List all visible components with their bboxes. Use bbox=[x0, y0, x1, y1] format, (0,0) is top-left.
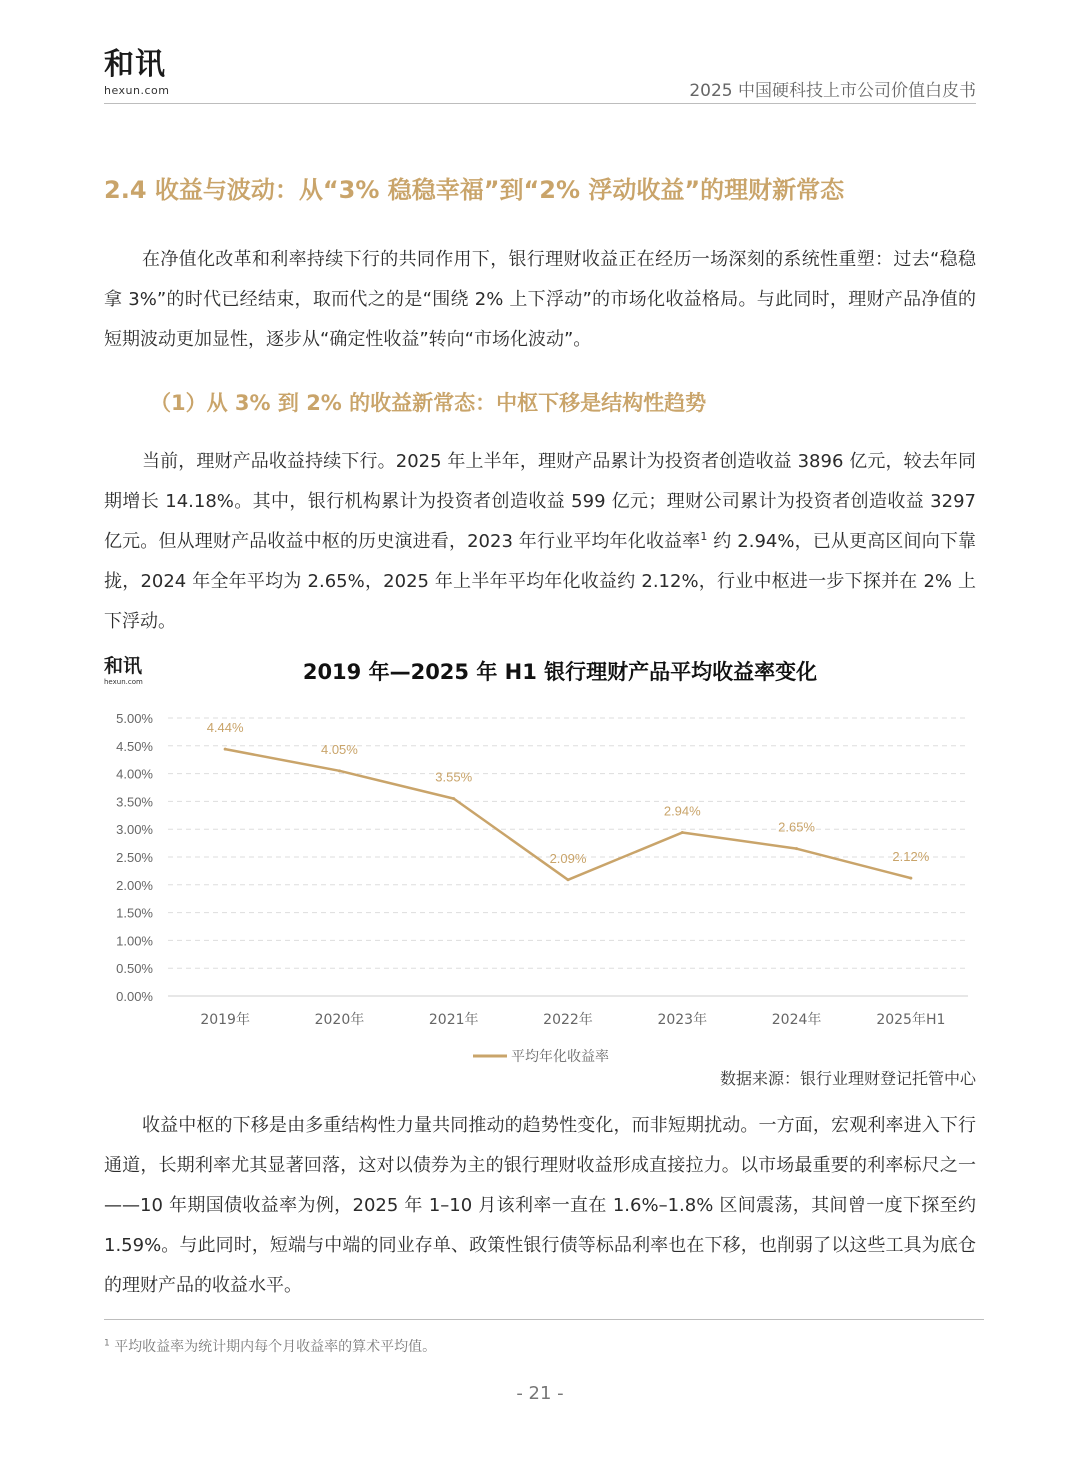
legend-label: 平均年化收益率 bbox=[511, 1049, 609, 1065]
footnote bbox=[104, 1336, 436, 1356]
page-number: - 21 - bbox=[516, 1383, 564, 1404]
footnote-text: 平均收益率为统计期内每个月收益率的算术平均值。 bbox=[114, 1339, 437, 1355]
y-tick-label: 2.00% bbox=[116, 877, 153, 893]
x-tick-label: 2024年 bbox=[771, 1012, 822, 1028]
data-label: 2.65% bbox=[778, 819, 816, 835]
y-tick-label: 0.50% bbox=[116, 961, 153, 977]
data-label: 2.94% bbox=[663, 803, 701, 819]
yield-paragraph bbox=[104, 442, 976, 642]
yield-text bbox=[104, 442, 976, 642]
document-title: 2025 中国硬科技上市公司价值白皮书 bbox=[689, 81, 976, 101]
data-point bbox=[909, 877, 912, 880]
data-point bbox=[452, 797, 455, 800]
drivers-paragraph bbox=[104, 1106, 976, 1306]
data-point bbox=[338, 769, 341, 772]
line-chart bbox=[0, 700, 1080, 1070]
y-tick-label: 3.50% bbox=[116, 794, 153, 810]
x-tick-label: 2020年 bbox=[314, 1012, 365, 1028]
data-label: 3.55% bbox=[435, 769, 473, 785]
yield-text-part-b: 约 2.94%，已从更高区间向下靠拢，2024 年全年平均为 2.65%，2025 年上半年平均年化收益约 2.12%，行业中枢进一步下探并在 2% 上下浮动。 bbox=[104, 531, 976, 632]
chart-title: 2019 年—2025 年 H1 银行理财产品平均收益率变化 bbox=[302, 660, 818, 684]
intro-paragraph bbox=[104, 240, 976, 360]
x-tick-label: 2022年 bbox=[543, 1012, 593, 1028]
subsection-heading: （1）从 3% 到 2% 的收益新常态：中枢下移是结构性趋势 bbox=[150, 391, 707, 415]
chart-logo-domain: hexun.com bbox=[104, 678, 143, 686]
data-point bbox=[567, 878, 570, 881]
x-tick-label: 2019年 bbox=[200, 1012, 250, 1028]
y-tick-label: 1.50% bbox=[116, 905, 153, 921]
yield-text-part-a: 当前，理财产品收益持续下行。2025 年上半年，理财产品累计为投资者创造收益 3896 亿元，较去年同期增长 14.18%。其中，银行机构累计为投资者创造收益 599 亿元；理财公司累计为投资者创造收益 3297 亿元。但从理财产品收益中枢的历史演进看，2023 年行业平均年化收益率 bbox=[104, 451, 976, 552]
y-tick-label: 4.00% bbox=[116, 766, 153, 782]
data-label: 4.44% bbox=[206, 720, 244, 736]
y-tick-label: 5.00% bbox=[116, 711, 153, 726]
data-point bbox=[224, 748, 227, 751]
hexun-logo-domain: hexun.com bbox=[104, 84, 170, 97]
y-tick-label: 3.00% bbox=[116, 822, 153, 838]
header-divider bbox=[104, 103, 976, 104]
footnote-ref[interactable]: 1 bbox=[700, 530, 708, 543]
y-tick-label: 0.00% bbox=[116, 989, 153, 1004]
y-tick-label: 2.50% bbox=[116, 850, 153, 865]
x-tick-label: 2021年 bbox=[428, 1012, 479, 1028]
y-tick-label: 1.00% bbox=[116, 933, 153, 949]
data-label: 2.09% bbox=[549, 850, 587, 866]
drivers-text: 收益中枢的下移是由多重结构性力量共同推动的趋势性变化，而非短期扰动。一方面，宏观利率进入下行通道，长期利率尤其显著回落，这对以债券为主的银行理财收益形成直接拉力。以市场最重要的利率标尺之一——10 年期国债收益率为例，2025 年 1–10 月该利率一直在 1.6%–1.8% 区间震荡，其间曾一度下探至约 1.59%。与此同时，短端与中端的同业存单、政策性银行债等标品利率也在下移，也削弱了以这些工具为底仓的理财产品的收益水平。 bbox=[104, 1115, 976, 1296]
y-tick-label: 4.50% bbox=[116, 738, 153, 754]
footnote-divider bbox=[104, 1319, 984, 1320]
x-tick-label: 2025年H1 bbox=[876, 1012, 946, 1028]
footnote-mark: 1 bbox=[104, 1338, 110, 1349]
data-label: 2.12% bbox=[892, 849, 930, 865]
hexun-logo: 和讯 bbox=[104, 47, 166, 82]
chart-logo: 和讯 bbox=[104, 655, 143, 677]
data-point bbox=[795, 847, 798, 850]
data-point bbox=[681, 831, 684, 834]
data-source-note: 数据来源：银行业理财登记托管中心 bbox=[719, 1069, 976, 1088]
data-label: 4.05% bbox=[320, 741, 358, 757]
section-heading: 2.4 收益与波动：从“3% 稳稳幸福”到“2% 浮动收益”的理财新常态 bbox=[104, 176, 845, 204]
x-tick-label: 2023年 bbox=[657, 1012, 708, 1028]
intro-text: 在净值化改革和利率持续下行的共同作用下，银行理财收益正在经历一场深刻的系统性重塑：过去“稳稳拿 3%”的时代已经结束，取而代之的是“围绕 2% 上下浮动”的市场化收益格局。与此同时，理财产品净值的短期波动更加显性，逐步从“确定性收益”转向“市场化波动”。 bbox=[104, 249, 976, 350]
